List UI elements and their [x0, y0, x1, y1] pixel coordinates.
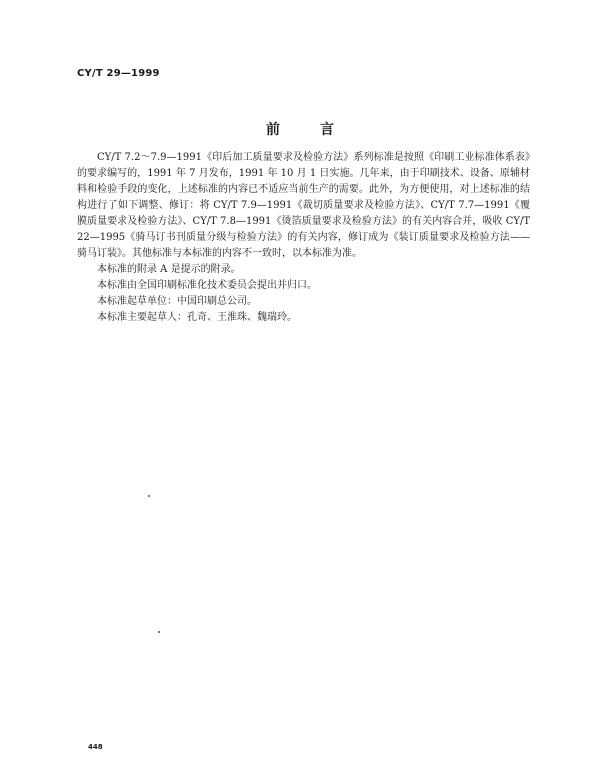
page-title: 前言 [266, 122, 374, 138]
page-number: 448 [88, 743, 103, 751]
scan-speck [148, 495, 150, 497]
standard-code: CY/T 29—1999 [77, 68, 160, 79]
paragraph-background: CY/T 7.2～7.9—1991《印后加工质量要求及检验方法》系列标准是按照《印刷工业标准体系表》的要求编写的，1991 年 7 月发布，1991 年 10 月 1 日实施。几年来，由于印刷技术、设备、原辅材料和检验手段的变化，上述标准的内容已不适应当前生产的需要。此外，为方便使用，对上述标准的结构进行了如下调整、修订：将 CY/T 7.9—1991《裁切质量要求及检验方法》、CY/T 7.7—1991《覆膜质量要求及检验方法》、CY/T 7.8—1991《烫箔质量要求及检验方法》的有关内容合并，吸收 CY/T 22—1995《骑马订书刊质量分级与检验方法》的有关内容，修订成为《装订质量要求及检验方法——骑马订装》。其他标准与本标准的内容不一致时，以本标准为准。 [77, 152, 530, 259]
paragraph-drafting-unit: 本标准起草单位：中国印刷总公司。 [97, 296, 257, 307]
scan-speck [158, 631, 160, 633]
paragraph-drafters: 本标准主要起草人：孔奇、王淮珠、魏瑞玲。 [97, 312, 297, 323]
paragraph-appendix-note: 本标准的附录 A 是提示的附录。 [97, 264, 241, 275]
body-text [77, 150, 530, 326]
paragraph-proposer: 本标准由全国印刷标准化技术委员会提出并归口。 [97, 280, 317, 291]
